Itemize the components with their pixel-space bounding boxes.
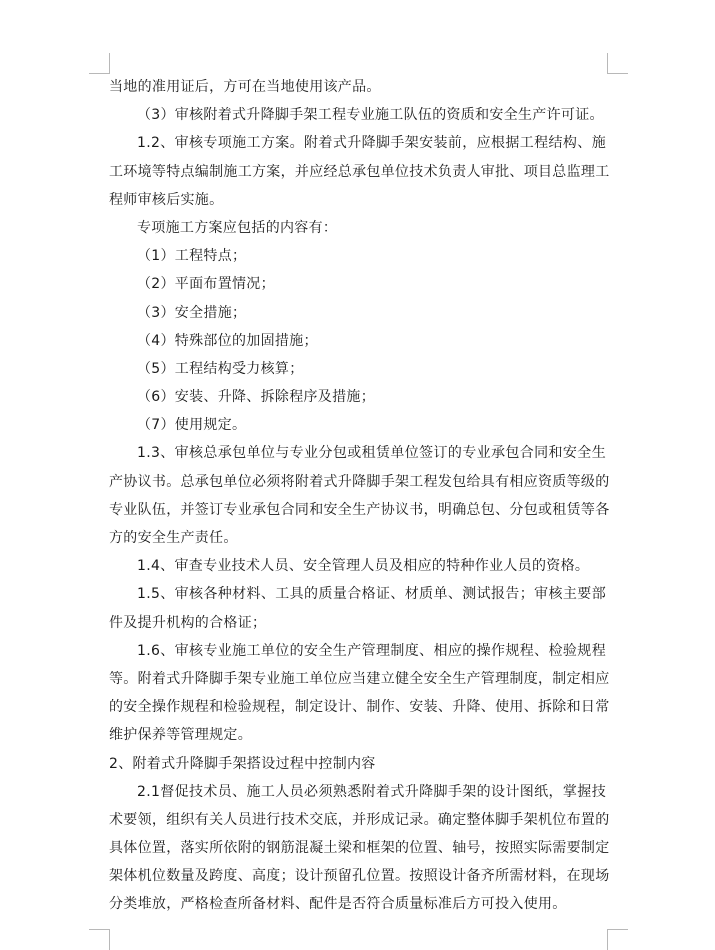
- text-line: 维护保养等管理规定。: [109, 727, 252, 744]
- text-line: 产协议书。总承包单位必须将附着式升降脚手架工程发包给具有相应资质等级的: [109, 473, 610, 490]
- top-right-crop-mark: [607, 53, 628, 74]
- text-line: 专业队伍，并签订专业承包合同和安全生产协议书，明确总包、分包或租赁等各: [109, 501, 610, 518]
- text-line: 工环境等特点编制施工方案，并应经总承包单位技术负责人审批、项目总监理工: [109, 163, 610, 180]
- text-line: 当地的准用证后，方可在当地使用该产品。: [109, 79, 381, 95]
- text-line: （3）审核附着式升降脚手架工程专业施工队伍的资质和安全生产许可证。: [137, 107, 604, 124]
- text-line: 等。附着式升降脚手架专业施工单位应当建立健全安全生产管理制度，制定相应: [109, 670, 610, 687]
- list-item: （1）工程特点；: [137, 248, 247, 265]
- bottom-right-crop-mark: [607, 929, 628, 950]
- text-line: 专项施工方案应包括的内容有：: [137, 219, 338, 236]
- list-item: （4）特殊部位的加固措施；: [137, 332, 318, 349]
- text-line: 1.2、审核专项施工方案。附着式升降脚手架安装前，应根据工程结构、施: [137, 135, 606, 152]
- text-line: 具体位置，落实所依附的钢筋混凝土梁和框架的位置、轴号，按照实际需要制定: [109, 840, 610, 857]
- list-item: （3）安全措施；: [137, 304, 247, 321]
- text-line: 分类堆放，严格检查所备材料、配件是否符合质量标准后方可投入使用。: [109, 896, 567, 913]
- text-line: 1.6、审核专业施工单位的安全生产管理制度、相应的操作规程、检验规程: [137, 642, 606, 659]
- document-body: [109, 73, 610, 919]
- text-line: 方的安全生产责任。: [109, 530, 238, 546]
- text-line: 1.3、审核总承包单位与专业分包或租赁单位签订的专业承包合同和安全生: [137, 445, 606, 462]
- list-item: （6）安装、升降、拆除程序及措施；: [137, 389, 376, 406]
- list-item: （7）使用规定。: [137, 417, 247, 434]
- text-line: 1.4、审查专业技术人员、安全管理人员及相应的特种作业人员的资格。: [137, 558, 590, 575]
- text-line: 程师审核后实施。: [109, 191, 224, 208]
- bottom-left-crop-mark: [89, 929, 110, 950]
- section-heading: 2、附着式升降脚手架搭设过程中控制内容: [109, 755, 376, 772]
- list-item: （5）工程结构受力核算；: [137, 360, 304, 377]
- top-left-crop-mark: [89, 53, 110, 74]
- text-line: 的安全操作规程和检验规程，制定设计、制作、安装、升降、使用、拆除和日常: [109, 699, 610, 716]
- list-item: （2）平面布置情况；: [137, 276, 275, 293]
- text-line: 2.1督促技术员、施工人员必须熟悉附着式升降脚手架的设计图纸，掌握技: [137, 783, 606, 800]
- text-line: 术要领，组织有关人员进行技术交底，并形成记录。确定整体脚手架机位布置的: [109, 811, 610, 828]
- text-line: 1.5、审核各种材料、工具的质量合格证、材质单、测试报告；审核主要部: [137, 586, 606, 603]
- text-line: 架体机位数量及跨度、高度；设计预留孔位置。按照设计备齐所需材料，在现场: [109, 868, 610, 885]
- text-line: 件及提升机构的合格证；: [109, 614, 267, 631]
